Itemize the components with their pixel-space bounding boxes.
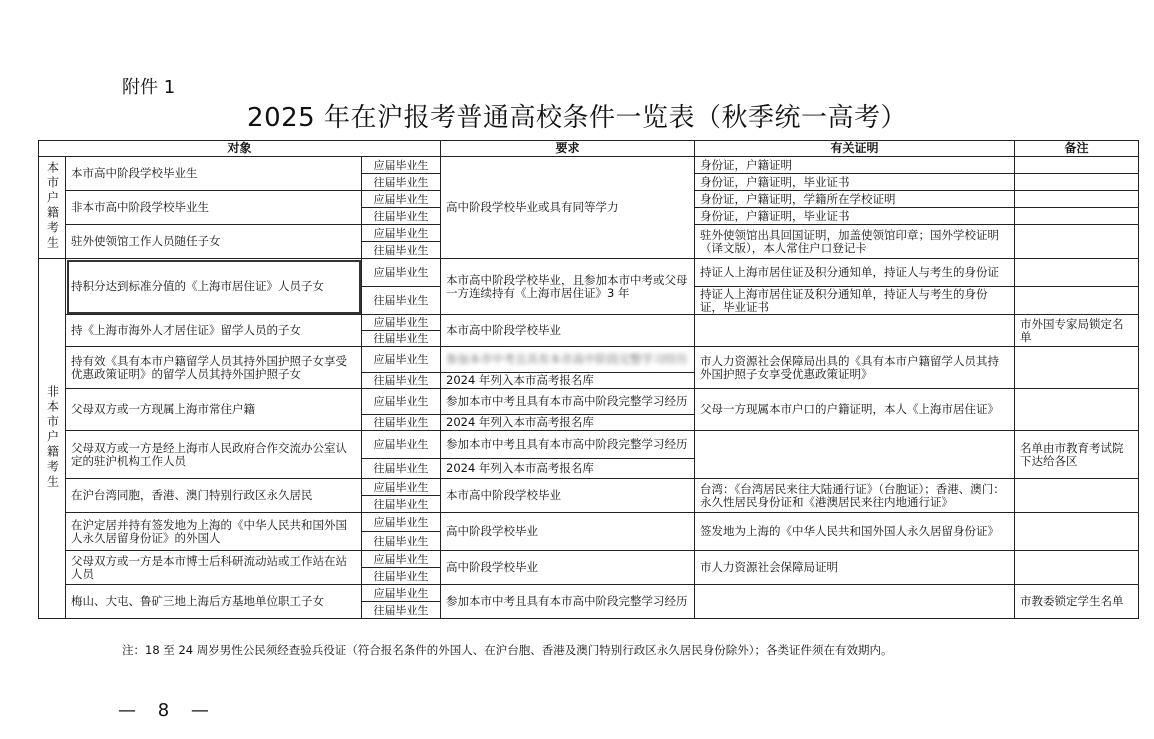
requirement-cell: 本市高中阶段学校毕业: [441, 479, 695, 513]
status-cell: 应届毕业生: [362, 551, 441, 568]
proof-cell: 驻外使领馆出具回国证明，加盖使领馆印章；国外学校证明（译文版），本人常住户口登记卡: [695, 225, 1015, 259]
object-cell: 父母双方或一方是经上海市人民政府合作交流办公室认定的驻沪机构工作人员: [66, 431, 362, 479]
table-row: [39, 157, 1139, 174]
status-cell: 应届毕业生: [362, 347, 441, 373]
proof-cell: [695, 315, 1015, 347]
object-cell: 持《上海市海外人才居住证》留学人员的子女: [66, 315, 362, 347]
remark-cell: [1015, 191, 1139, 208]
requirement-cell: 2024 年列入本市高考报名库: [441, 459, 695, 479]
object-cell: 驻外使领馆工作人员随任子女: [66, 225, 362, 259]
requirement-cell: 高中阶段学校毕业或具有同等学力: [441, 157, 695, 259]
status-cell: 往届毕业生: [362, 532, 441, 551]
requirement-cell: 2024 年列入本市高考报名库: [441, 373, 695, 389]
status-cell: 往届毕业生: [362, 496, 441, 513]
object-cell: 父母双方或一方是本市博士后科研流动站或工作站在站人员: [66, 551, 362, 585]
requirement-cell-obscured: 参加本市中考且具有本市高中阶段完整学习经历: [441, 347, 695, 373]
status-cell: 往届毕业生: [362, 459, 441, 479]
page-number: — 8 —: [118, 700, 217, 721]
group-label-nonlocal: 非本市户籍考生: [39, 259, 66, 619]
table-row: [39, 259, 1139, 287]
requirement-cell: 参加本市中考且具有本市高中阶段完整学习经历: [441, 431, 695, 459]
footnote: 注：18 至 24 周岁男性公民须经查验兵役证（符合报名条件的外国人、在沪台胞、香港及澳门特别行政区永久居民身份除外）；各类证件须在有效期内。: [122, 643, 893, 657]
status-cell: 往届毕业生: [362, 373, 441, 389]
requirement-cell: 参加本市中考且具有本市高中阶段完整学习经历: [441, 585, 695, 619]
column-header: 对象: [39, 141, 441, 157]
proof-cell: 市人力资源社会保障局出具的《具有本市户籍留学人员其持外国护照子女享受优惠政策证明》: [695, 347, 1015, 389]
proof-cell: 签发地为上海的《中华人民共和国外国人永久居留身份证》: [695, 513, 1015, 551]
table-row: [39, 431, 1139, 459]
table-row: [39, 389, 1139, 415]
proof-cell: 身份证，户籍证明，毕业证书: [695, 208, 1015, 225]
status-cell: 应届毕业生: [362, 191, 441, 208]
object-cell: 梅山、大屯、鲁矿三地上海后方基地单位职工子女: [66, 585, 362, 619]
status-cell: 应届毕业生: [362, 431, 441, 459]
status-cell: 应届毕业生: [362, 225, 441, 242]
table-row: [39, 479, 1139, 496]
status-cell: 往届毕业生: [362, 287, 441, 315]
proof-cell: 身份证，户籍证明，毕业证书: [695, 174, 1015, 191]
status-cell: 往届毕业生: [362, 208, 441, 225]
status-cell: 往届毕业生: [362, 331, 441, 347]
remark-cell: 市教委锁定学生名单: [1015, 585, 1139, 619]
remark-cell: [1015, 225, 1139, 259]
status-cell: 往届毕业生: [362, 568, 441, 585]
proof-cell: 持证人上海市居住证及积分通知单，持证人与考生的身份证，毕业证书: [695, 287, 1015, 315]
remark-cell: [1015, 208, 1139, 225]
table-row: [39, 585, 1139, 602]
remark-cell: 市外国专家局锁定名单: [1015, 315, 1139, 347]
proof-cell: 市人力资源社会保障局证明: [695, 551, 1015, 585]
remark-cell: [1015, 259, 1139, 287]
status-cell: 应届毕业生: [362, 479, 441, 496]
requirement-cell: 高中阶段学校毕业: [441, 551, 695, 585]
status-cell: 应届毕业生: [362, 315, 441, 331]
status-cell: 应届毕业生: [362, 157, 441, 174]
table-header-row: [39, 141, 1139, 157]
proof-cell: 持证人上海市居住证及积分通知单，持证人与考生的身份证: [695, 259, 1015, 287]
object-cell-highlighted: 持积分达到标准分值的《上海市居住证》人员子女: [66, 259, 362, 315]
object-cell: 在沪台湾同胞，香港、澳门特别行政区永久居民: [66, 479, 362, 513]
column-header: 要求: [441, 141, 695, 157]
table-row: [39, 513, 1139, 532]
proof-cell: 台湾：《台湾居民来往大陆通行证》（台胞证）；香港、澳门：永久性居民身份证和《港澳居民来往内地通行证》: [695, 479, 1015, 513]
remark-cell: 名单由市教育考试院下达给各区: [1015, 431, 1139, 479]
group-label-local: 本市户籍考生: [39, 157, 66, 259]
status-cell: 应届毕业生: [362, 389, 441, 415]
status-cell: 往届毕业生: [362, 174, 441, 191]
remark-cell: [1015, 551, 1139, 585]
requirement-cell: 本市高中阶段学校毕业: [441, 315, 695, 347]
requirements-table: [38, 140, 1139, 619]
proof-cell: [695, 585, 1015, 619]
remark-cell: [1015, 157, 1139, 174]
remark-cell: [1015, 174, 1139, 191]
status-cell: 应届毕业生: [362, 259, 441, 287]
requirement-cell: 高中阶段学校毕业: [441, 513, 695, 551]
object-cell: 持有效《具有本市户籍留学人员其持外国护照子女享受优惠政策证明》的留学人员其持外国护照子女: [66, 347, 362, 389]
remark-cell: [1015, 287, 1139, 315]
remark-cell: [1015, 513, 1139, 551]
column-header: 备注: [1015, 141, 1139, 157]
proof-cell: 身份证，户籍证明，学籍所在学校证明: [695, 191, 1015, 208]
requirement-cell: 2024 年列入本市高考报名库: [441, 415, 695, 431]
requirement-cell: 参加本市中考且具有本市高中阶段完整学习经历: [441, 389, 695, 415]
status-cell: 往届毕业生: [362, 242, 441, 259]
status-cell: 往届毕业生: [362, 602, 441, 619]
page-title: 2025 年在沪报考普通高校条件一览表（秋季统一高考）: [247, 103, 907, 133]
column-header: 有关证明: [695, 141, 1015, 157]
object-cell: 父母双方或一方现属上海市常住户籍: [66, 389, 362, 431]
status-cell: 应届毕业生: [362, 513, 441, 532]
proof-cell: 父母一方现属本市户口的户籍证明，本人《上海市居住证》: [695, 389, 1015, 431]
object-cell: 本市高中阶段学校毕业生: [66, 157, 362, 191]
status-cell: 应届毕业生: [362, 585, 441, 602]
requirement-cell: 本市高中阶段学校毕业，且参加本市中考或父母一方连续持有《上海市居住证》3 年: [441, 259, 695, 315]
status-cell: 往届毕业生: [362, 415, 441, 431]
proof-cell: 身份证，户籍证明: [695, 157, 1015, 174]
object-cell: 非本市高中阶段学校毕业生: [66, 191, 362, 225]
remark-cell: [1015, 389, 1139, 431]
proof-cell: [695, 431, 1015, 479]
remark-cell: [1015, 347, 1139, 389]
table-row: [39, 347, 1139, 373]
table-row: [39, 315, 1139, 331]
attachment-label: 附件 1: [122, 77, 176, 98]
remark-cell: [1015, 479, 1139, 513]
object-cell: 在沪定居并持有签发地为上海的《中华人民共和国外国人永久居留身份证》的外国人: [66, 513, 362, 551]
table-row: [39, 551, 1139, 568]
